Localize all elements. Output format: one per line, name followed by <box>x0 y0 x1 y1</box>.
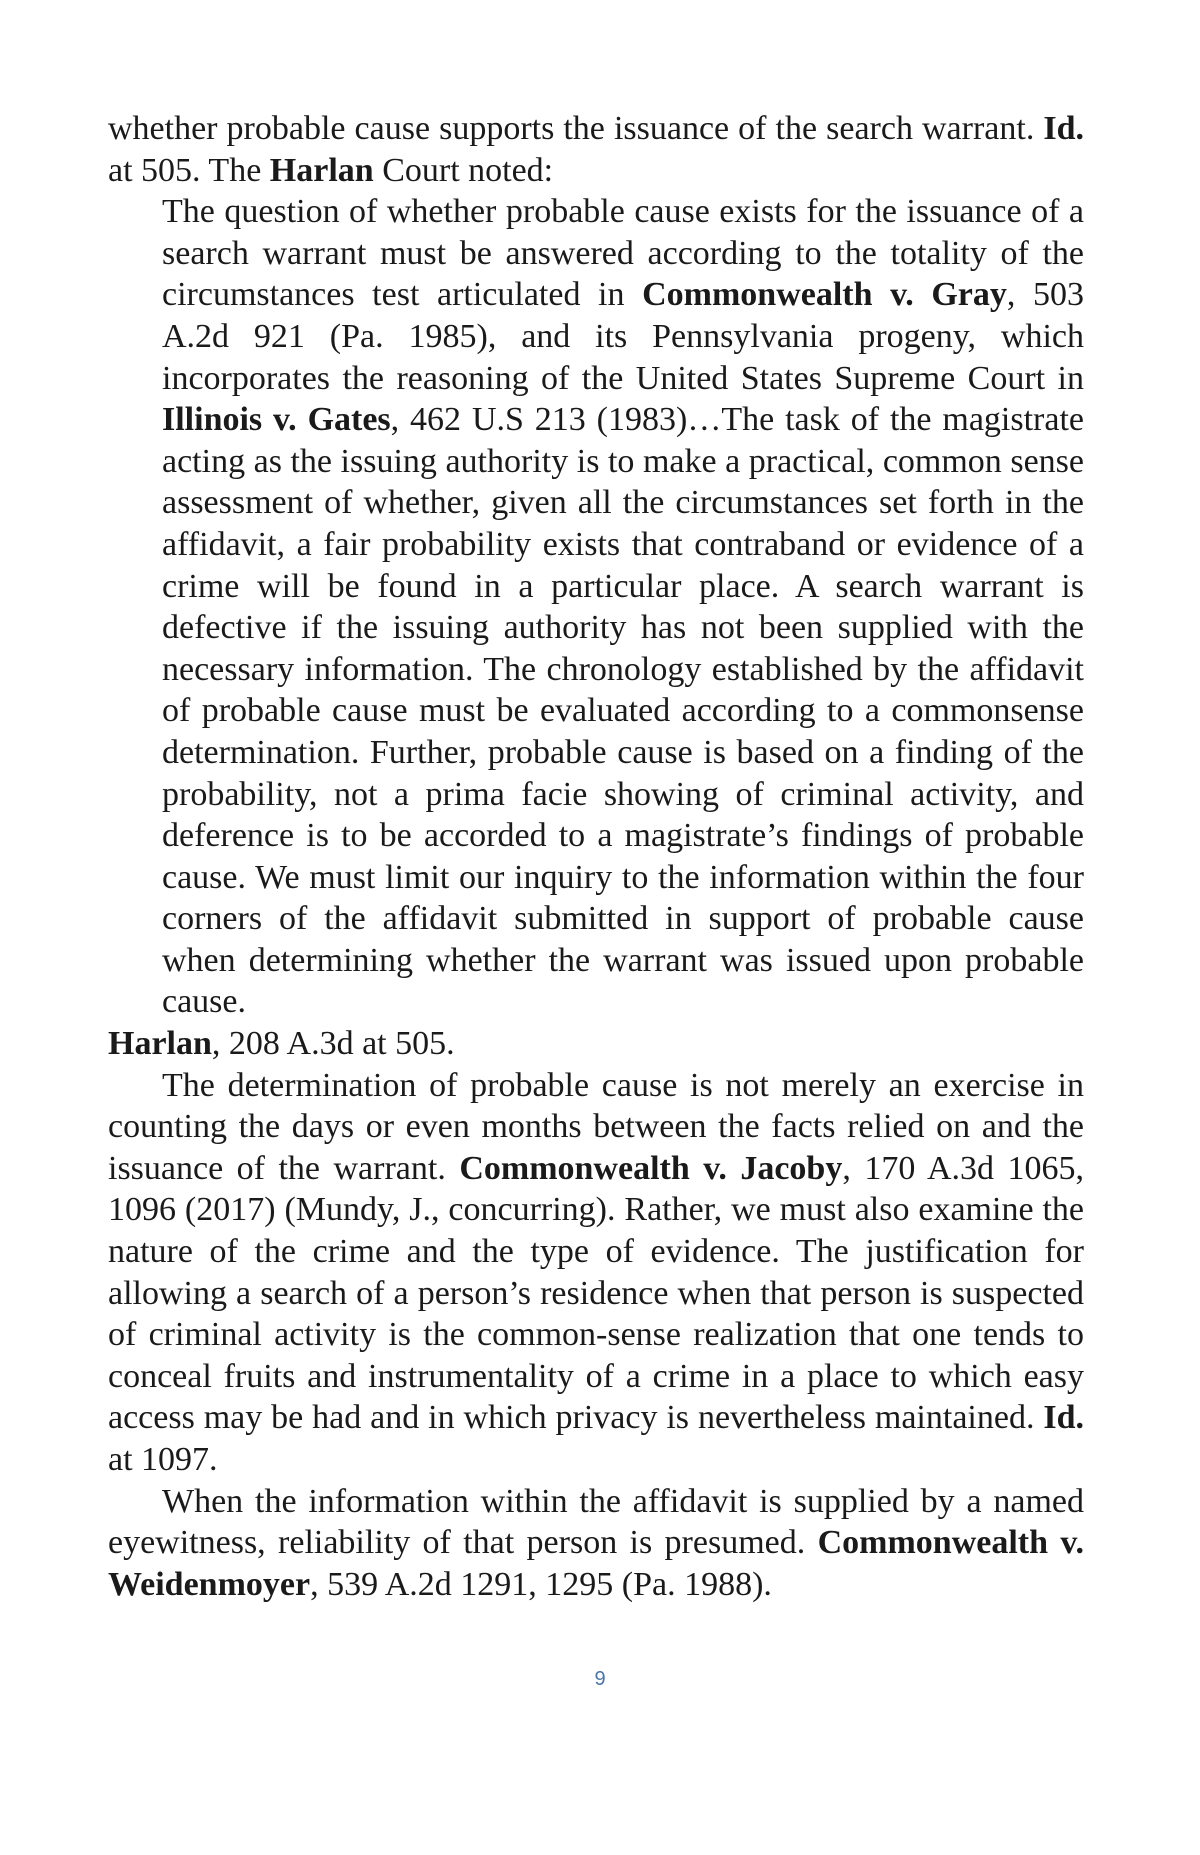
paragraph-determination: The determination of probable cause is not merely an exercise in counting the days or even months between the facts relied on and the issuance of the warrant. Commonwealth v. Jacoby, 170 A.3d 1065, 1096 (2017) (Mundy, J., concurring). Rather, we must also examine the nature of the crime and the type of evidence. The justification for allowing a search of a person’s residence when that person is suspected of criminal activity is the common-sense realization that one tends to conceal fruits and instrumentality of a crime in a place to which easy access may be had and in which privacy is nevertheless maintained. Id. at 1097. <box>108 1066 1084 1478</box>
quote-citation: Harlan, 208 A.3d at 505. <box>108 1025 455 1063</box>
citation-id: Id. <box>1043 110 1084 147</box>
case-name-weidenmoyer: Commonwealth v. Weidenmoyer <box>108 1524 1084 1603</box>
paragraph-eyewitness: When the information within the affidavit is supplied by a named eyewitness, reliability of that person is presumed. Commonwealth v. Weidenmoyer, 539 A.2d 1291, 1295 (Pa. 1988). <box>108 1482 1084 1603</box>
case-name-gray: Commonwealth v. Gray <box>642 276 1007 314</box>
block-quote: The question of whether probable cause exists for the issuance of a search warrant must be answered according to the totality of the circumstances test articulated in Commonwealth v. Gray, 503 A.2d 921 (Pa. 1985), and its Pennsylvania progeny, which incorporates the reasoning of the United States Supreme Court in Illinois v. Gates, 462 U.S 213 (1983)…The task of the magistrate acting as the issuing authority is to make a practical, common sense assessment of whether, given all the circumstances set forth in the affidavit, a fair probability exists that contraband or evidence of a crime will be found in a particular place. A search warrant is defective if the issuing authority has not been supplied with the necessary information. The chronology established by the affidavit of probable cause must be evaluated according to a commonsense determination. Further, probable cause is based on a finding of the probability, not a prima facie showing of criminal activity, and deference is to be accorded to a magistrate’s findings of probable cause. We must limit our inquiry to the information within the four corners of the affidavit submitted in support of probable cause when determining whether the warrant was issued upon probable cause. <box>162 193 1085 1021</box>
case-name-harlan: Harlan <box>269 151 374 189</box>
paragraph-intro: whether probable cause supports the issuance of the search warrant. Id. at 505. The Harlan Court noted: <box>108 110 1084 189</box>
citation-id: Id. <box>1043 1399 1084 1437</box>
body-text <box>108 108 1084 1605</box>
case-name-gates: Illinois v. Gates <box>162 401 391 439</box>
case-name-harlan: Harlan <box>108 1025 212 1063</box>
case-name-jacoby: Commonwealth v. Jacoby <box>459 1149 843 1187</box>
page-number: 9 <box>594 1668 606 1690</box>
